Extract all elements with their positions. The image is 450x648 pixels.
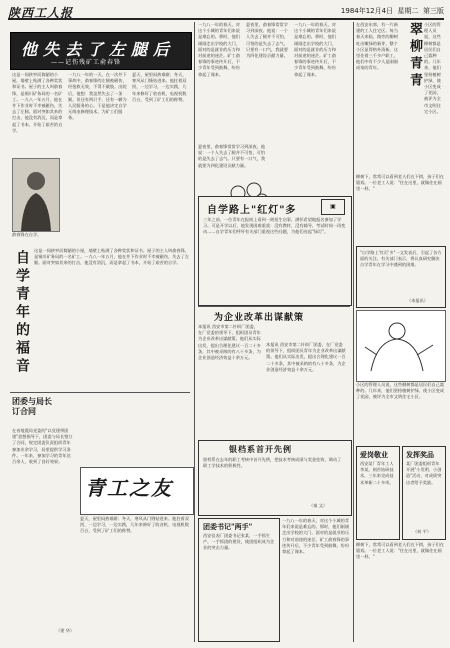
enterprise-body-col-1: 本报讯 西安市第二针织厂团委，在厂党委的领导下，组织团员青年为企业改革出谋献策。他们从实际出发，提出合理化建议一百二十多条，其中被采纳的有八十多条，为企业创造经济效益十余万元。 <box>198 324 261 361</box>
tech-box-body: 银档系在去年的职工考核中首开先例，把技术考核成绩与奖金挂钩，调动了职工学技术的积极性。 <box>203 457 342 469</box>
tech-box-author: （秦 文） <box>309 503 328 508</box>
center-mid-col: 夏夜里，俞春锋常常学习到深夜。他说：一个人失去了腿并不可怕，可怕的是失去了志气。只要有一口气，我就要为四化建设贡献力量。 <box>198 144 266 168</box>
divider <box>10 392 190 393</box>
right-vertical-headline: 翠柳青青 <box>407 22 422 90</box>
divider <box>198 306 350 307</box>
feature-banner <box>10 32 192 70</box>
bottom-right-box-1 <box>356 446 400 540</box>
feature-body-col-2: 一九八一年的一天，在一次井下事故中，俞春锋的左腿被砸伤，经抢救无效，不得不截肢。出院后，他想：我虽然失去了一条腿，但还有两只手，还有一颗为人民服务的心。于是他决定自学无线电修理技术，为矿工们服务。 <box>68 72 127 121</box>
cartoon-panel <box>356 310 446 382</box>
center-top-col-1: 一九八一年的春天，对这个小城的青年们来说是难忘的。那时，他们刚刚走出学校的大门，面对的是就业的压力和对前途的迷茫。矿工俞春锋的事迹传开后，不少青年受到鼓舞，纷纷拿起了课本。 <box>198 22 240 77</box>
brush-title-box <box>80 467 194 515</box>
feature-lower-body: 这是一间狭窄而简陋的小屋，墙壁上贴满了各种奖状和证书。屋子的主人叫俞春锋，是铜川矿务局的一名矿工。一九八一年五月，他在井下作业时不幸被砸伤，失去了左腿。面对突如其来的打击，他没有消沉，而是拿起了书本，开始了艰苦的自学。 <box>34 248 189 266</box>
school-box-body: 在省地震局党委的"以党建带团建"思想指导下，团委与局长签订了合同，规定团委负责组织青年参加业余学习，局里提供学习条件。一年来，参加学习的青年达百余人，收到了良好效果。 <box>12 428 73 465</box>
enterprise-title: 为企业改革出谋献策 <box>214 313 305 323</box>
header-meta <box>341 6 444 16</box>
youth-league-title: 团委书记"两手" <box>203 522 253 531</box>
center-top-col-2: 夏夜里，俞春锋常常学习到深夜。他说：一个人失去了腿并不可怕，可怕的是失去了志气。只要有一口气，我就要为四化建设贡献力量。 <box>246 22 288 59</box>
school-box-author: （建 华） <box>56 628 75 633</box>
right-lower-text: 小区的管理人员说，这些柳树都是居民们自己栽种的。几年来，他们坚持植树护绿，使小区变成了花园，被评为全市文明住宅小区。 <box>356 382 444 400</box>
page-header <box>8 4 444 20</box>
youth-league-body: 西安仪表厂团委书记张某，一手抓生产，一手抓团的建设，使团组织成为企业的突击力量。 <box>203 533 275 551</box>
feature-title: 他失去了左腿后 <box>21 40 176 59</box>
vertical-headline: 自学青年的福音 <box>14 250 30 376</box>
bottom-right-box-1-body: 西安某厂青年工人李某，刻苦钻研技术，三年来完成技术革新二十多项。 <box>360 461 394 485</box>
right-col-3: 柳树下，常常可以看到老人们在下棋，孩子们在嬉戏。一位老工人说："住在这里，就像住在画里一样。" <box>356 174 444 192</box>
column-rule <box>353 22 354 642</box>
brush-title: 青工之友 <box>85 476 173 500</box>
person-photo-icon <box>13 159 59 231</box>
stamp-icon: ▣ <box>321 199 345 215</box>
youth-league-box <box>198 518 280 642</box>
self-study-body: 三年之前，一位青年在报纸上看到一则招生启事，满怀希望地报名参加了学习。可是开学以后，他发现困难重重：没有教材，没有辅导，考试时间一再变动……自学青年们呼吁有关部门重视这些问题，为他们亮起"绿灯"。 <box>203 217 346 235</box>
tech-box-title: 银档系首开先例 <box>229 444 292 454</box>
right-notice-body: "自学路上'红灯'多"一文发表后，引起了各方面的关注。有关部门表示，将认真研究解决自学青年在学习中遇到的困难。 <box>360 250 442 268</box>
feature-body-col-3: 夏天，屋里闷热难耐；冬天，寒风从门缝钻进来。他拄着双拐，一边学习，一边实践，几年来修好了收音机、电视机数百台，受到了矿工们的称赞。 <box>132 72 187 102</box>
column-rule <box>194 22 195 642</box>
self-study-title: 自学路上"红灯"多 <box>207 205 297 216</box>
page-number: 第三版 <box>423 7 444 15</box>
issue-date: 1984年12月4日 <box>340 7 394 15</box>
feature-intro-text: 这是一间狭窄而简陋的小屋，墙壁上贴满了各种奖状和证书。屋子的主人叫俞春锋，是铜川矿务局的一名矿工。一九八一年五月，他在井下作业时不幸被砸伤，失去了左腿。面对突如其来的打击，他没有消沉，而是拿起了书本，开始了艰苦的自学。 <box>12 72 63 133</box>
feature-subtitle: ——记伤残矿工俞春锋 <box>51 59 122 66</box>
enterprise-body-col-2: 本报讯 西安市第二针织厂团委，在厂党委的领导下，组织团员青年为企业改革出谋献策。他们从实际出发，提出合理化建议一百二十多条，其中被采纳的有八十多条，为企业创造经济效益十余万元。 <box>266 342 346 372</box>
right-notice-box <box>356 246 446 308</box>
masthead: 陕西工人报 <box>8 6 74 20</box>
center-top-col-3: 一九八一年的春天，对这个小城的青年们来说是难忘的。那时，他们刚刚走出学校的大门，面对的是就业的压力和对前途的迷茫。矿工俞春锋的事迹传开后，不少青年受到鼓舞，纷纷拿起了课本。 <box>294 22 336 77</box>
bottom-right-text: 柳树下，常常可以看到老人们在下棋，孩子们在嬉戏。一位老工人说："住在这里，就像住在画里一样。" <box>356 542 444 560</box>
bottom-right-box-2-body: 某厂团委组织青年开展"小发明、小创造"活动，对成绩突出者给予奖励。 <box>406 461 442 485</box>
bottom-right-box-2-title: 发挥奖品 <box>406 450 434 459</box>
right-col-1: 在西安东郊，有一片新建的工人住宅区。每当春天来临，路旁的柳树吐出嫩绿的新芽，整个小区显得格外清新。这里住着三千多户职工，他们中有不少人是刚刚成家的青年。 <box>356 22 398 71</box>
photo-caption: 俞春锋在自学。 <box>12 232 42 237</box>
weekday: 星期二 <box>397 7 419 15</box>
portrait-photo <box>12 158 60 232</box>
right-notice-caption: （本报讯） <box>407 298 428 303</box>
bottom-right-box-1-title: 爱岗敬业 <box>360 450 388 459</box>
center-bottom-col: 一九八一年的春天，对这个小城的青年们来说是难忘的。那时，他们刚刚走出学校的大门，面对的是就业的压力和对前途的迷茫。矿工俞春锋的事迹传开后，不少青年受到鼓舞，纷纷拿起了课本。 <box>282 518 350 555</box>
right-col-2: 小区的管理人员说，这些柳树都是居民们自己栽种的。几年来，他们坚持植树护绿，使小区变成了花园，被评为全市文明住宅小区。 <box>424 22 441 114</box>
cartoon-drawing-icon <box>357 311 445 381</box>
bottom-right-box-2 <box>402 446 446 540</box>
tech-box <box>198 440 352 516</box>
school-box-title: 团委与局长订合同 <box>12 396 52 416</box>
self-study-box <box>198 196 352 306</box>
bottom-right-box-2-author: （何 平） <box>413 529 432 534</box>
brush-section-body: 夏天，屋里闷热难耐；冬天，寒风从门缝钻进来。他拄着双拐，一边学习，一边实践，几年来修好了收音机、电视机数百台，受到了矿工们的称赞。 <box>80 516 189 534</box>
